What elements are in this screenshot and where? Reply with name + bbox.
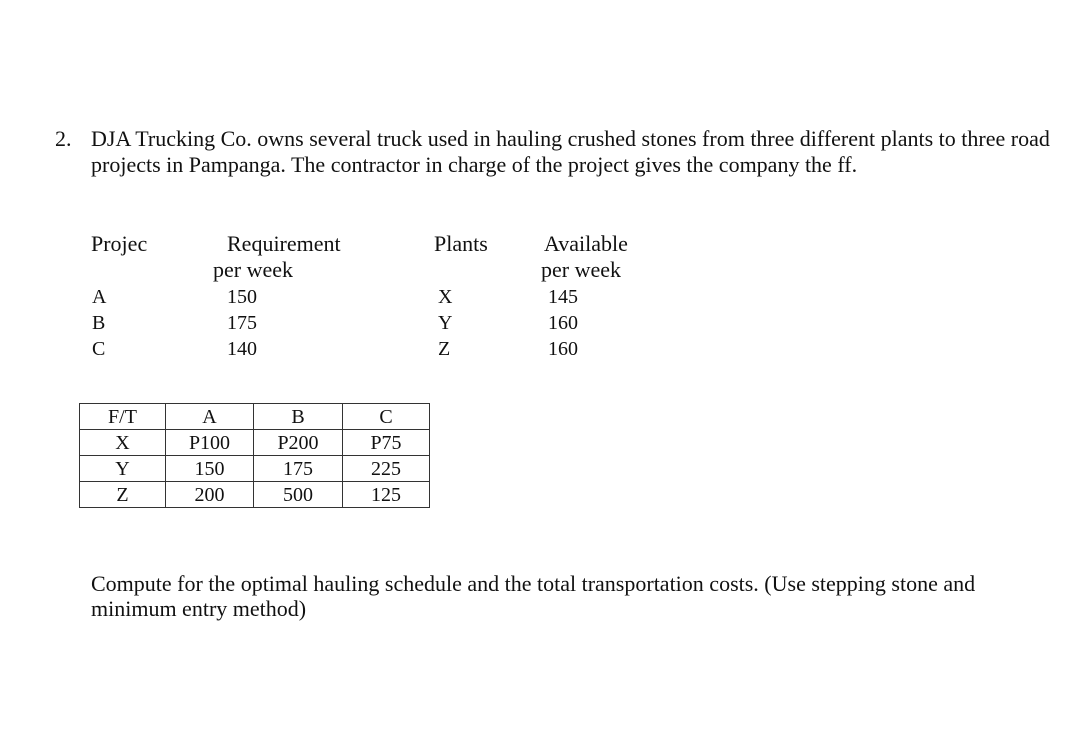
row-label-cell: X [80,430,166,456]
cost-cell: 150 [166,456,254,482]
row-label-cell: Z [80,482,166,508]
plant-label: Z [438,338,451,360]
cost-cell: P200 [254,430,343,456]
row-label-cell: Y [80,456,166,482]
plants-header: Plants [434,231,488,256]
project-label: A [92,286,107,308]
question-number: 2. [55,126,72,151]
cost-cell: 125 [343,482,430,508]
project-label: B [92,312,106,334]
available-value: 160 [548,312,578,334]
requirement-header-line1: Requirement [227,231,341,256]
cost-cell: 200 [166,482,254,508]
available-value: 145 [548,286,578,308]
plant-label: Y [438,312,453,334]
table-row [80,456,430,482]
available-value: 160 [548,338,578,360]
plant-label: X [438,286,453,308]
table-row [80,482,430,508]
requirement-value: 175 [227,312,257,334]
project-label: C [92,338,106,360]
available-header-line1: Available [544,231,628,256]
table-header-row [80,404,430,430]
requirement-value: 140 [227,338,257,360]
cost-table [79,403,430,508]
instruction-text: Compute for the optimal hauling schedule and the total transportation costs. (Use stepping stone and minimum entry method) [91,571,976,621]
cost-cell: P75 [343,430,430,456]
requirement-header-line2: per week [213,257,294,282]
header-cell: F/T [80,404,166,430]
cost-cell: 225 [343,456,430,482]
available-header-line2: per week [541,257,622,282]
header-cell: A [166,404,254,430]
question-paragraph [55,126,1055,178]
header-cell: C [343,404,430,430]
cost-cell: P100 [166,430,254,456]
project-header: Projec [91,231,148,256]
header-cell: B [254,404,343,430]
question-text: DJA Trucking Co. owns several truck used in hauling crushed stones from three different plants to three road projects in Pampanga. The contractor in charge of the project gives the company the ff. [91,126,1050,177]
table-row [80,430,430,456]
requirement-value: 150 [227,286,257,308]
cost-cell: 500 [254,482,343,508]
cost-cell: 175 [254,456,343,482]
